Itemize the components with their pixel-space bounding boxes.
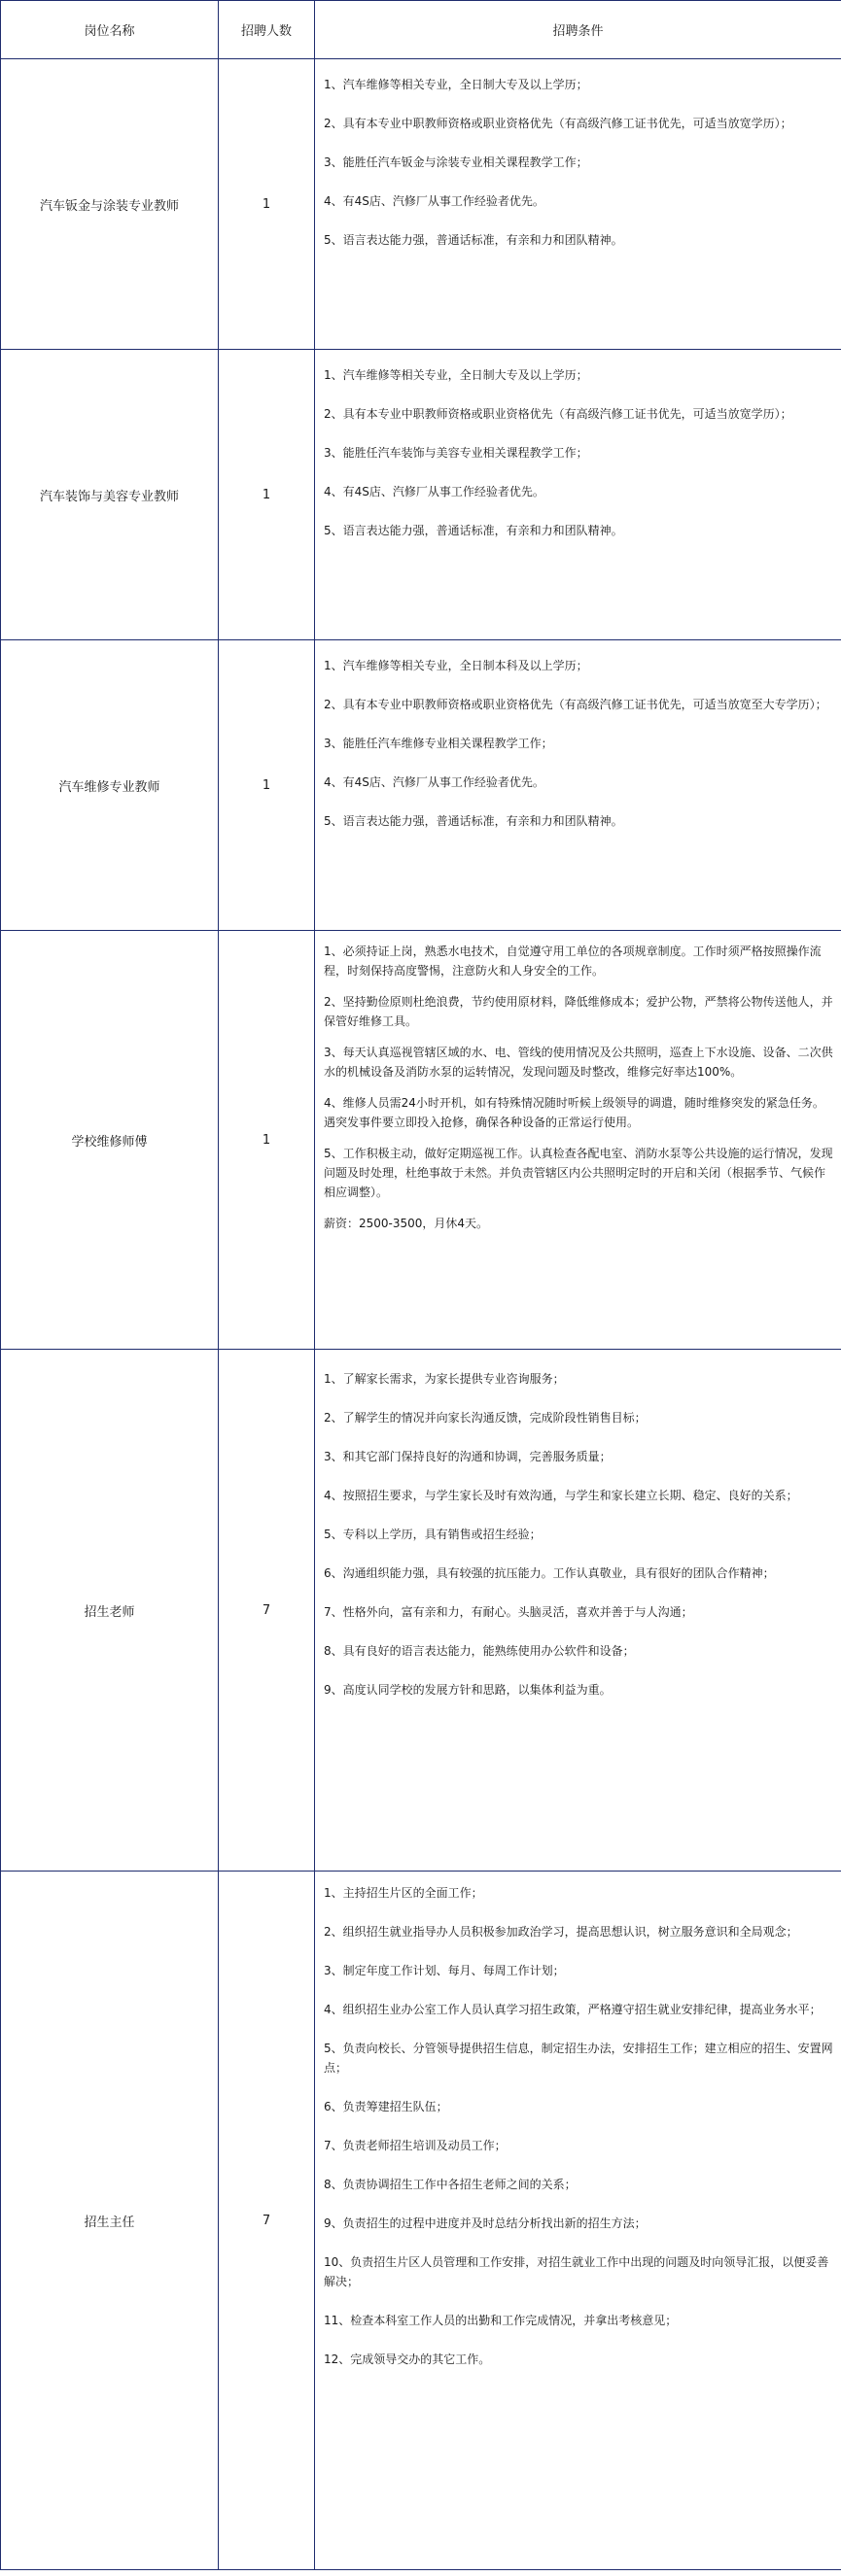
table-row — [1, 1872, 841, 2570]
requirement-item: 4、维修人员需24小时开机，如有特殊情况随时听候上级领导的调遣，随时维修突发的紧急任务。遇突发事件要立即投入抢修，确保各种设备的正常运行使用。 — [324, 1096, 824, 1129]
requirement-item: 3、能胜任汽车维修专业相关课程教学工作； — [324, 737, 553, 750]
requirement-item: 2、组织招生就业指导办人员积极参加政治学习，提高思想认识，树立服务意识和全局观念； — [324, 1925, 798, 1939]
requirement-item: 3、能胜任汽车装饰与美容专业相关课程教学工作； — [324, 446, 588, 460]
position-name: 招生主任 — [1, 1872, 219, 2570]
requirement-item: 9、负责招生的过程中进度并及时总结分析找出新的招生方法； — [324, 2216, 647, 2230]
table-row — [1, 350, 841, 640]
requirements-cell — [315, 931, 841, 1350]
header-position: 岗位名称 — [1, 1, 219, 59]
table-row — [1, 1350, 841, 1872]
header-count: 招聘人数 — [219, 1, 315, 59]
requirement-item: 8、负责协调招生工作中各招生老师之间的关系； — [324, 2178, 577, 2191]
table-row — [1, 640, 841, 931]
requirement-item: 2、具有本专业中职教师资格或职业资格优先（有高级汽修工证书优先，可适当放宽至大专学历）； — [324, 698, 827, 711]
requirement-item: 4、有4S店、汽修厂从事工作经验者优先。 — [324, 194, 544, 208]
requirements-cell — [315, 350, 841, 640]
requirement-item: 3、每天认真巡视管辖区域的水、电、管线的使用情况及公共照明，巡查上下水设施、设备、二次供水的机械设备及消防水泵的运转情况，发现问题及时整改，维修完好率达100%。 — [324, 1046, 833, 1079]
requirement-item: 5、工作积极主动，做好定期巡视工作。认真检查各配电室、消防水泵等公共设施的运行情况，发现问题及时处理，杜绝事故于未然。并负责管辖区内公共照明定时的开启和关闭（根据季节、气候作相应调整）。 — [324, 1147, 833, 1199]
headcount: 1 — [219, 931, 315, 1350]
requirement-item: 2、了解学生的情况并向家长沟通反馈，完成阶段性销售目标； — [324, 1411, 647, 1425]
requirement-item: 8、具有良好的语言表达能力，能熟练使用办公软件和设备； — [324, 1644, 635, 1658]
requirement-item: 10、负责招生片区人员管理和工作安排，对招生就业工作中出现的问题及时向领导汇报，以便妥善解决； — [324, 2255, 829, 2288]
requirement-item: 1、汽车维修等相关专业，全日制本科及以上学历； — [324, 659, 588, 672]
position-name: 学校维修师傅 — [1, 931, 219, 1350]
requirement-item: 5、语言表达能力强，普通话标准，有亲和力和团队精神。 — [324, 524, 623, 537]
requirement-item: 2、坚持勤俭原则杜绝浪费，节约使用原材料，降低维修成本；爱护公物，严禁将公物传送他人，并保管好维修工具。 — [324, 995, 833, 1028]
headcount: 7 — [219, 1872, 315, 2570]
requirements-list — [315, 59, 841, 250]
requirement-item: 5、语言表达能力强，普通话标准，有亲和力和团队精神。 — [324, 233, 623, 247]
requirement-item: 7、性格外向，富有亲和力，有耐心。头脑灵活，喜欢并善于与人沟通； — [324, 1605, 693, 1619]
position-name: 招生老师 — [1, 1350, 219, 1872]
requirement-item: 3、制定年度工作计划、每月、每周工作计划； — [324, 1964, 565, 1977]
requirement-item: 5、负责向校长、分管领导提供招生信息，制定招生办法，安排招生工作；建立相应的招生、安置网点； — [324, 2042, 833, 2075]
requirements-list — [315, 931, 841, 1233]
requirements-list — [315, 640, 841, 831]
requirements-cell — [315, 1350, 841, 1872]
requirement-item: 4、按照招生要求，与学生家长及时有效沟通，与学生和家长建立长期、稳定、良好的关系； — [324, 1489, 798, 1502]
requirement-item: 4、有4S店、汽修厂从事工作经验者优先。 — [324, 485, 544, 498]
requirement-item: 1、了解家长需求，为家长提供专业咨询服务； — [324, 1372, 565, 1386]
table-row — [1, 931, 841, 1350]
requirement-item: 4、组织招生业办公室工作人员认真学习招生政策，严格遵守招生就业安排纪律，提高业务水平； — [324, 2003, 822, 2016]
requirement-item: 1、汽车维修等相关专业，全日制大专及以上学历； — [324, 368, 588, 382]
requirements-list — [315, 350, 841, 540]
table-row — [1, 59, 841, 350]
header-requirements: 招聘条件 — [315, 1, 841, 59]
position-name: 汽车装饰与美容专业教师 — [1, 350, 219, 640]
requirements-cell — [315, 640, 841, 931]
requirement-item: 9、高度认同学校的发展方针和思路，以集体利益为重。 — [324, 1683, 612, 1697]
requirements-cell — [315, 59, 841, 350]
requirement-item: 7、负责老师招生培训及动员工作； — [324, 2139, 507, 2152]
requirement-item: 3、和其它部门保持良好的沟通和协调，完善服务质量； — [324, 1450, 612, 1463]
headcount: 7 — [219, 1350, 315, 1872]
headcount: 1 — [219, 350, 315, 640]
requirement-item: 5、专科以上学历，具有销售或招生经验； — [324, 1528, 542, 1541]
headcount: 1 — [219, 640, 315, 931]
requirements-list — [315, 1872, 841, 2369]
header-row — [1, 1, 841, 59]
position-name: 汽车钣金与涂装专业教师 — [1, 59, 219, 350]
requirement-item: 11、检查本科室工作人员的出勤和工作完成情况，并拿出考核意见； — [324, 2314, 678, 2327]
requirement-item: 2、具有本专业中职教师资格或职业资格优先（有高级汽修工证书优先，可适当放宽学历）； — [324, 407, 792, 421]
requirements-list — [315, 1350, 841, 1700]
requirement-item: 1、汽车维修等相关专业，全日制大专及以上学历； — [324, 78, 588, 91]
position-name: 汽车维修专业教师 — [1, 640, 219, 931]
requirement-item: 1、主持招生片区的全面工作； — [324, 1886, 483, 1900]
requirement-item: 6、负责筹建招生队伍； — [324, 2100, 448, 2113]
requirement-item: 12、完成领导交办的其它工作。 — [324, 2353, 491, 2366]
headcount: 1 — [219, 59, 315, 350]
requirements-cell — [315, 1872, 841, 2570]
requirement-item: 1、必须持证上岗，熟悉水电技术，自觉遵守用工单位的各项规章制度。工作时须严格按照操作流程，时刻保持高度警惕，注意防火和人身安全的工作。 — [324, 945, 822, 978]
salary-note: 薪资：2500-3500，月休4天。 — [324, 1217, 489, 1230]
requirement-item: 4、有4S店、汽修厂从事工作经验者优先。 — [324, 775, 544, 789]
requirement-item: 6、沟通组织能力强，具有较强的抗压能力。工作认真敬业，具有很好的团队合作精神； — [324, 1566, 775, 1580]
requirement-item: 2、具有本专业中职教师资格或职业资格优先（有高级汽修工证书优先，可适当放宽学历）； — [324, 117, 792, 130]
requirement-item: 5、语言表达能力强，普通话标准，有亲和力和团队精神。 — [324, 814, 623, 828]
requirement-item: 3、能胜任汽车钣金与涂装专业相关课程教学工作； — [324, 155, 588, 169]
